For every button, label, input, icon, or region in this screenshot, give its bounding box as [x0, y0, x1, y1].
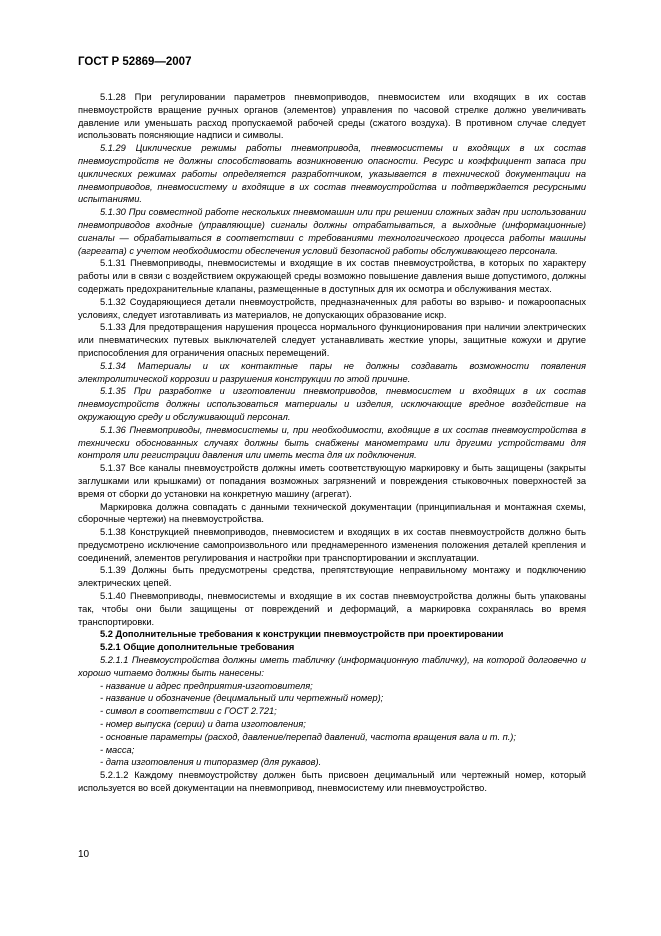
list-item: - дата изготовления и типоразмер (для рукавов). [100, 756, 586, 769]
list-item: - название и адрес предприятия-изготовителя; [100, 680, 586, 693]
paragraph-5-1-36: 5.1.36 Пневмоприводы, пневмосистемы и, при необходимости, входящие в их состав пневмоустройства в технически обоснованных случаях должны быть снабжены манометрами или другими устройствами для контроля или регистрации давления или иметь места для их подключения. [78, 424, 586, 461]
page-number: 10 [78, 849, 90, 860]
paragraph-5-1-35: 5.1.35 При разработке и изготовлении пневмоприводов, пневмосистем и входящих в их состав пневмоустройств должны использоваться материалы и изделия, исключающие вредное воздействие на окружающую среду и обслуживающий персонал. [78, 386, 586, 422]
list-item: - символ в соответствии с ГОСТ 2.721; [100, 705, 586, 718]
list-item: - масса; [100, 744, 586, 757]
paragraph-5-2-1-2: 5.2.1.2 Каждому пневмоустройству должен быть присвоен децимальный или чертежный номер, который используется во всей документации на пневмопривод, пневмосистему или пневмоустройство. [78, 770, 586, 794]
document-body [78, 91, 586, 795]
nameplate-requirements-list [78, 680, 586, 770]
paragraph-5-2-1-1: 5.2.1.1 Пневмоустройства должны иметь табличку (информационную табличку), на которой долговечно и хорошо читаемо должны быть нанесены: [78, 655, 586, 678]
list-item: - основные параметры (расход, давление/перепад давлений, частота вращения вала и т. п.); [100, 731, 586, 744]
document-header: ГОСТ Р 52869—2007 [78, 56, 192, 68]
paragraph-5-1-37: 5.1.37 Все каналы пневмоустройств должны иметь соответствующую маркировку и быть защищены (закрыты заглушками или крышками) от попадания возможных загрязнений и повреждения стыковочных поверхностей за время от сборки до установки на конкретную машину (агрегат). [78, 463, 586, 499]
paragraph-5-1-28: 5.1.28 При регулировании параметров пневмоприводов, пневмосистем или входящих в их состав пневмоустройств вращение ручных органов (элементов) управления по часовой стрелке должно увеличивать давление или уменьшать расход пропускаемой рабочей среды (сжатого воздуха). В противном случае следует использовать поясняющие надписи и символы. [78, 92, 586, 141]
paragraph-5-1-29: 5.1.29 Циклические режимы работы пневмопривода, пневмосистемы и входящих в их состав пневмоустройств не должны способствовать возникновению опасности. Ресурс и коэффициент запаса при циклических режимах работы определяется разработчиком, указывается в технической документации на пневмоприводов, пневмосистему и входящие в их состав пневмоустройства и подтверждается ресурсными испытаниями. [78, 143, 586, 205]
paragraph-marking: Маркировка должна совпадать с данными технической документации (принципиальная и монтажная схемы, сборочные чертежи) на пневмоустройства. [78, 501, 586, 525]
list-item: - номер выпуска (серии) и дата изготовления; [100, 718, 586, 731]
subsection-heading-5-2-1: 5.2.1 Общие дополнительные требования [100, 642, 295, 653]
paragraph-5-1-38: 5.1.38 Конструкцией пневмоприводов, пневмосистем и входящих в их состав пневмоустройств должно быть предусмотрено исключение самопроизвольного или преднамеренного изменения положения деталей крепления и соединений, элементов регулирования и настройки при транспортировании и эксплуатации. [78, 527, 586, 563]
paragraph-5-1-31: 5.1.31 Пневмоприводы, пневмосистемы и входящие в их состав пневмоустройства, в которых по характеру работы или в связи с воздействием окружающей среды возможно повышение давления выше допустимого, должны содержать предохранительные клапаны, размещенные в доступных для их осмотра и обслуживания местах. [78, 258, 586, 294]
paragraph-5-1-40: 5.1.40 Пневмоприводы, пневмосистемы и входящие в их состав пневмоустройства должны быть упакованы так, чтобы они были защищены от повреждений и деформаций, а маркировка сохранялась во время транспортировки. [78, 591, 586, 627]
paragraph-5-1-32: 5.1.32 Соударяющиеся детали пневмоустройств, предназначенных для работы во взрыво- и пожароопасных условиях, следует изготавливать из материалов, не допускающих образование искр. [78, 296, 586, 320]
paragraph-5-1-39: 5.1.39 Должны быть предусмотрены средства, препятствующие неправильному монтажу и подключению электрических цепей. [78, 565, 586, 589]
paragraph-5-1-34: 5.1.34 Материалы и их контактные пары не должны создавать возможности появления электролитической коррозии и разрушения конструкции по этой причине. [78, 360, 586, 384]
list-item: - название и обозначение (децимальный или чертежный номер); [100, 692, 586, 705]
section-heading-5-2: 5.2 Дополнительные требования к конструкции пневмоустройств при проектировании [100, 629, 504, 640]
paragraph-5-1-33: 5.1.33 Для предотвращения нарушения процесса нормального функционирования при наличии электрических или пневматических путевых выключателей следует устанавливать жесткие упоры, защитные кожухи и другие приспособления для ограничения опасных перемещений. [78, 322, 586, 358]
paragraph-5-1-30: 5.1.30 При совместной работе нескольких пневмомашин или при решении сложных задач при использовании пневмоприводов входные (управляющие) сигналы должны отрабатываться, а выходные (информационные) сигналы — обрабатываться в соответствии с требованиями технологического процесса работы машины (агрегата) с учетом необходимости обеспечения условий безопасной работы обслуживающего персонала. [78, 207, 586, 256]
